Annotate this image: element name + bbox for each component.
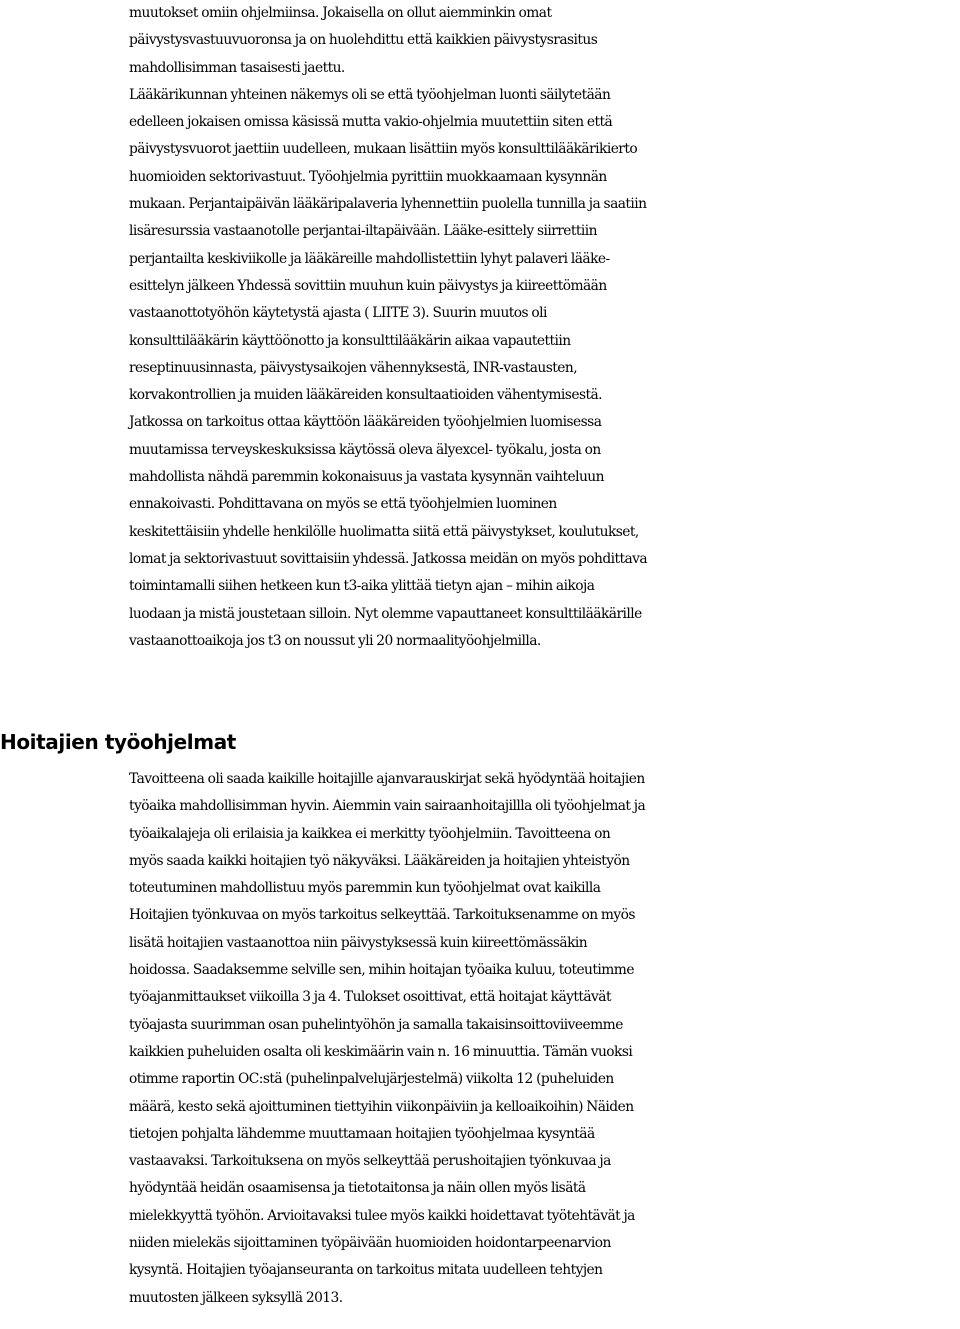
text-line: lisätä hoitajien vastaanottoa niin päivystyksessä kuin kiireettömässäkin xyxy=(129,934,588,951)
text-line: toteutuminen mahdollistuu myös paremmin kun työohjelmat ovat kaikilla xyxy=(129,880,601,897)
text-line: myös saada kaikki hoitajien työ näkyväksi. Lääkäreiden ja hoitajien yhteistyön xyxy=(129,852,630,869)
text-line: hyödyntää heidän osaamisensa ja tietotaitonsa ja näin ollen myös lisätä xyxy=(129,1180,586,1197)
text-line: muutokset omiin ohjelmiinsa. Jokaisella on ollut aiemminkin omat xyxy=(129,5,552,21)
text-line: reseptinuusinnasta, päivystysaikojen vähennyksestä, INR-vastausten, xyxy=(129,359,578,376)
text-line: toimintamalli siihen hetkeen kun t3-aika ylittää tietyn ajan – mihin aikoja xyxy=(129,578,595,595)
text-line: vastaavaksi. Tarkoituksena on myös selkeyttää perushoitajien työnkuvaa ja xyxy=(129,1153,611,1170)
text-line: työajasta suurimman osan puhelintyöhön ja samalla takaisinsoittoviiveemme xyxy=(129,1016,623,1033)
text-line: perjantailta keskiviikolle ja lääkäreille mahdollistettiin lyhyt palaveri lääke- xyxy=(129,250,610,267)
text-line: lomat ja sektorivastuut sovittaisiin yhdessä. Jatkossa meidän on myös pohdittava xyxy=(129,550,648,567)
text-line: hoidossa. Saadaksemme selville sen, mihin hoitajan työaika kuluu, toteutimme xyxy=(129,962,634,979)
text-line: vastaanottotyöhön käytetystä ajasta ( LIITE 3). Suurin muutos oli xyxy=(129,305,547,322)
text-line: keskitettäisiin yhdelle henkilölle huolimatta siitä että päivystykset, koulutukset, xyxy=(129,523,639,540)
text-line: luodaan ja mistä joustetaan silloin. Nyt olemme vapauttaneet konsulttilääkärille xyxy=(129,605,642,622)
text-line: niiden mielekäs sijoittaminen työpäivään huomioiden hoidontarpeenarvion xyxy=(129,1235,611,1252)
paragraph-doctor-schedules xyxy=(129,0,960,655)
section-heading: Hoitajien työohjelmat xyxy=(0,730,236,754)
text-line: esittelyn jälkeen Yhdessä sovittiin muuhun kuin päivystys ja kiireettömään xyxy=(129,277,607,294)
text-line: huomioiden sektorivastuut. Työohjelmia pyrittiin muokkaamaan kysynnän xyxy=(129,168,607,185)
text-line: ennakoivasti. Pohdittavana on myös se että työohjelmien luominen xyxy=(129,496,557,513)
text-line: muutamissa terveyskeskuksissa käytössä oleva älyexcel- työkalu, josta on xyxy=(129,441,601,458)
text-line: päivystysvuorot jaettiin uudelleen, mukaan lisättiin myös konsulttilääkärikierto xyxy=(129,141,638,158)
text-line: Jatkossa on tarkoitus ottaa käyttöön lääkäreiden työohjelmien luomisessa xyxy=(129,414,602,431)
text-line: muutosten jälkeen syksyllä 2013. xyxy=(129,1289,343,1306)
text-line: työajanmittaukset viikoilla 3 ja 4. Tulokset osoittivat, että hoitajat käyttävät xyxy=(129,989,611,1006)
text-line: edelleen jokaisen omissa käsissä mutta vakio-ohjelmia muutettiin siten että xyxy=(129,114,613,131)
text-line: kysyntä. Hoitajien työajanseuranta on tarkoitus mitata uudelleen tehtyjen xyxy=(129,1262,603,1279)
text-line: vastaanottoaikoja jos t3 on noussut yli 20 normaalityöohjelmilla. xyxy=(129,632,541,649)
text-line: kaikkien puheluiden osalta oli keskimäärin vain n. 16 minuuttia. Tämän vuoksi xyxy=(129,1043,633,1060)
text-line: mahdollista nähdä paremmin kokonaisuus ja vastata kysynnän vaihteluun xyxy=(129,469,604,486)
text-line: työaika mahdollisimman hyvin. Aiemmin vain sairaanhoitajillla oli työohjelmat ja xyxy=(129,798,646,815)
text-line: Tavoitteena oli saada kaikille hoitajille ajanvarauskirjat sekä hyödyntää hoitajien xyxy=(129,771,645,787)
text-line: mahdollisimman tasaisesti jaettu. xyxy=(129,59,345,76)
text-line: otimme raportin OC:stä (puhelinpalvelujärjestelmä) viikolta 12 (puheluiden xyxy=(129,1071,614,1088)
text-line: Hoitajien työnkuvaa on myös tarkoitus selkeyttää. Tarkoituksenamme on myös xyxy=(129,907,635,924)
text-line: Lääkärikunnan yhteinen näkemys oli se että työohjelman luonti säilytetään xyxy=(129,86,611,103)
paragraph-nurse-schedules xyxy=(129,766,960,1312)
text-line: korvakontrollien ja muiden lääkäreiden konsultaatioiden vähentymisestä. xyxy=(129,387,602,404)
text-line: lisäresurssia vastaanotolle perjantai-iltapäivään. Lääke-esittely siirrettiin xyxy=(129,223,597,240)
text-line: mukaan. Perjantaipäivän lääkäripalaveria lyhennettiin puolella tunnilla ja saatiin xyxy=(129,196,647,213)
text-line: mielekkyyttä työhön. Arvioitavaksi tulee myös kaikki hoidettavat työtehtävät ja xyxy=(129,1207,635,1224)
text-line: päivystysvastuuvuoronsa ja on huolehdittu että kaikkien päivystysrasitus xyxy=(129,32,598,49)
text-line: työaikalajeja oli erilaisia ja kaikkea ei merkitty työohjelmiin. Tavoitteena on xyxy=(129,825,611,842)
text-line: konsulttilääkärin käyttöönotto ja konsulttilääkärin aikaa vapautettiin xyxy=(129,332,571,349)
text-line: tietojen pohjalta lähdemme muuttamaan hoitajien työohjelmaa kysyntää xyxy=(129,1125,595,1142)
text-line: määrä, kesto sekä ajoittuminen tiettyihin viikonpäiviin ja kelloaikoihin) Näiden xyxy=(129,1098,634,1115)
